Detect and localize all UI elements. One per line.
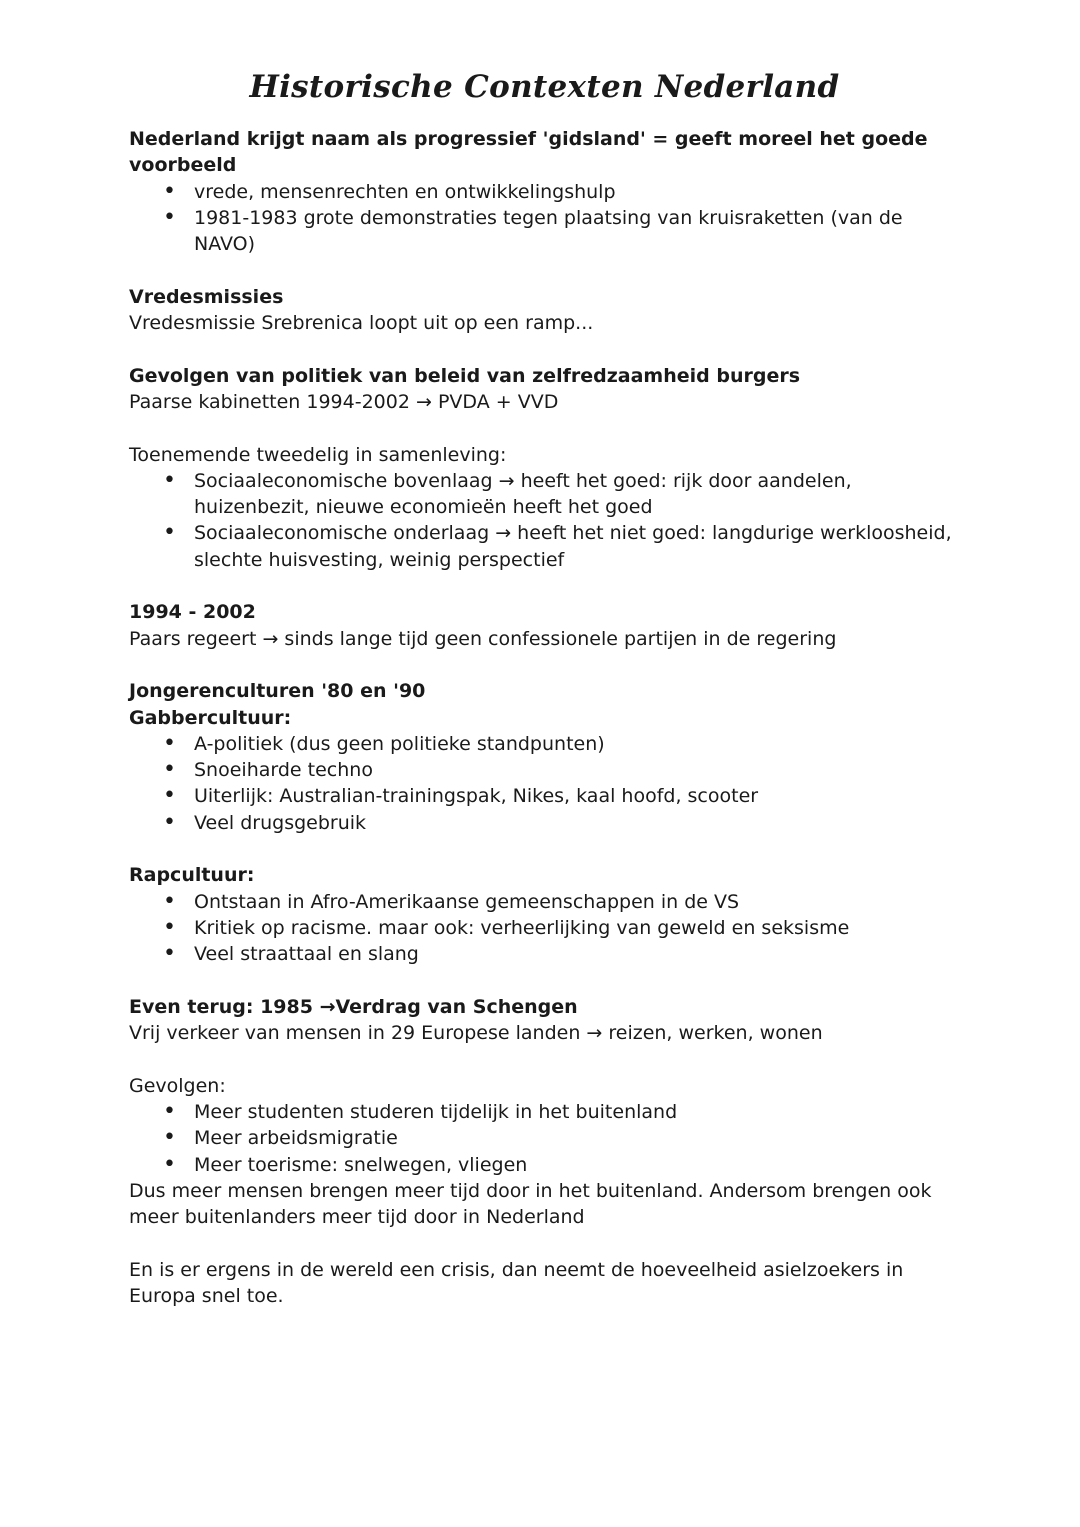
gabber-list <box>129 731 960 836</box>
paars-text: Paars regeert → sinds lange tijd geen confessionele partijen in de regering <box>129 627 837 650</box>
section-heading-vredesmissies: Vredesmissies <box>129 285 284 308</box>
list-item: • Meer arbeidsmigratie <box>194 1125 960 1151</box>
page-title: Historische Contexten Nederland <box>249 69 840 105</box>
section-heading-gevolgen-politiek: Gevolgen van politiek van beleid van zelfredzaamheid burgers <box>129 364 801 387</box>
list-item: • Veel straattaal en slang <box>194 941 960 967</box>
list-item: • Meer toerisme: snelwegen, vliegen <box>194 1152 960 1178</box>
tweedelig-intro: Toenemende tweedelig in samenleving: <box>129 443 507 466</box>
vredesmissies-text: Vredesmissie Srebrenica loopt uit op een ramp... <box>129 312 594 335</box>
rap-list <box>129 889 960 968</box>
gevolgen-list <box>129 1099 960 1178</box>
gidsland-list <box>129 179 960 258</box>
schengen-text: Vrij verkeer van mensen in 29 Europese landen → reizen, werken, wonen <box>129 1022 823 1045</box>
section-heading-jongeren: Jongerenculturen '80 en '90 <box>129 680 426 703</box>
list-item: • A-politiek (dus geen politieke standpunten) <box>194 731 960 757</box>
crisis-text: En is er ergens in de wereld een crisis, dan neemt de hoeveelheid asielzoekers in Europa snel toe. <box>129 1258 904 1308</box>
list-item: • vrede, mensenrechten en ontwikkelingshulp <box>194 179 960 205</box>
list-item: • Ontstaan in Afro-Amerikaanse gemeenschappen in de VS <box>194 889 960 915</box>
subheading-gabbercultuur: Gabbercultuur: <box>129 706 292 729</box>
section-heading-paars: 1994 - 2002 <box>129 601 256 624</box>
gevolgen-conclusion: Dus meer mensen brengen meer tijd door in het buitenland. Andersom brengen ook meer buitenlanders meer tijd door in Nederland <box>129 1179 932 1229</box>
tweedelig-list <box>129 468 960 573</box>
gevolgen-politiek-text: Paarse kabinetten 1994-2002 → PVDA + VVD <box>129 390 559 413</box>
list-item: • Uiterlijk: Australian-trainingspak, Nikes, kaal hoofd, scooter <box>194 783 960 809</box>
list-item: • Meer studenten studeren tijdelijk in het buitenland <box>194 1099 960 1125</box>
list-item: • Veel drugsgebruik <box>194 810 960 836</box>
gevolgen-intro: Gevolgen: <box>129 1074 226 1097</box>
section-heading-gidsland: Nederland krijgt naam als progressief 'gidsland' = geeft moreel het goede voorbeeld <box>129 128 928 177</box>
list-item: • Sociaaleconomische bovenlaag → heeft het goed: rijk door aandelen, huizenbezit, nieuwe economieën heeft het goed <box>194 468 960 521</box>
list-item: • Kritiek op racisme. maar ook: verheerlijking van geweld en seksisme <box>194 915 960 941</box>
section-heading-rapcultuur: Rapcultuur: <box>129 864 255 887</box>
list-item: • Snoeiharde techno <box>194 757 960 783</box>
list-item: • 1981-1983 grote demonstraties tegen plaatsing van kruisraketten (van de NAVO) <box>194 205 960 258</box>
list-item: • Sociaaleconomische onderlaag → heeft het niet goed: langdurige werkloosheid, slechte huisvesting, weinig perspectief <box>194 520 960 573</box>
section-heading-schengen: Even terug: 1985 →Verdrag van Schengen <box>129 995 578 1018</box>
